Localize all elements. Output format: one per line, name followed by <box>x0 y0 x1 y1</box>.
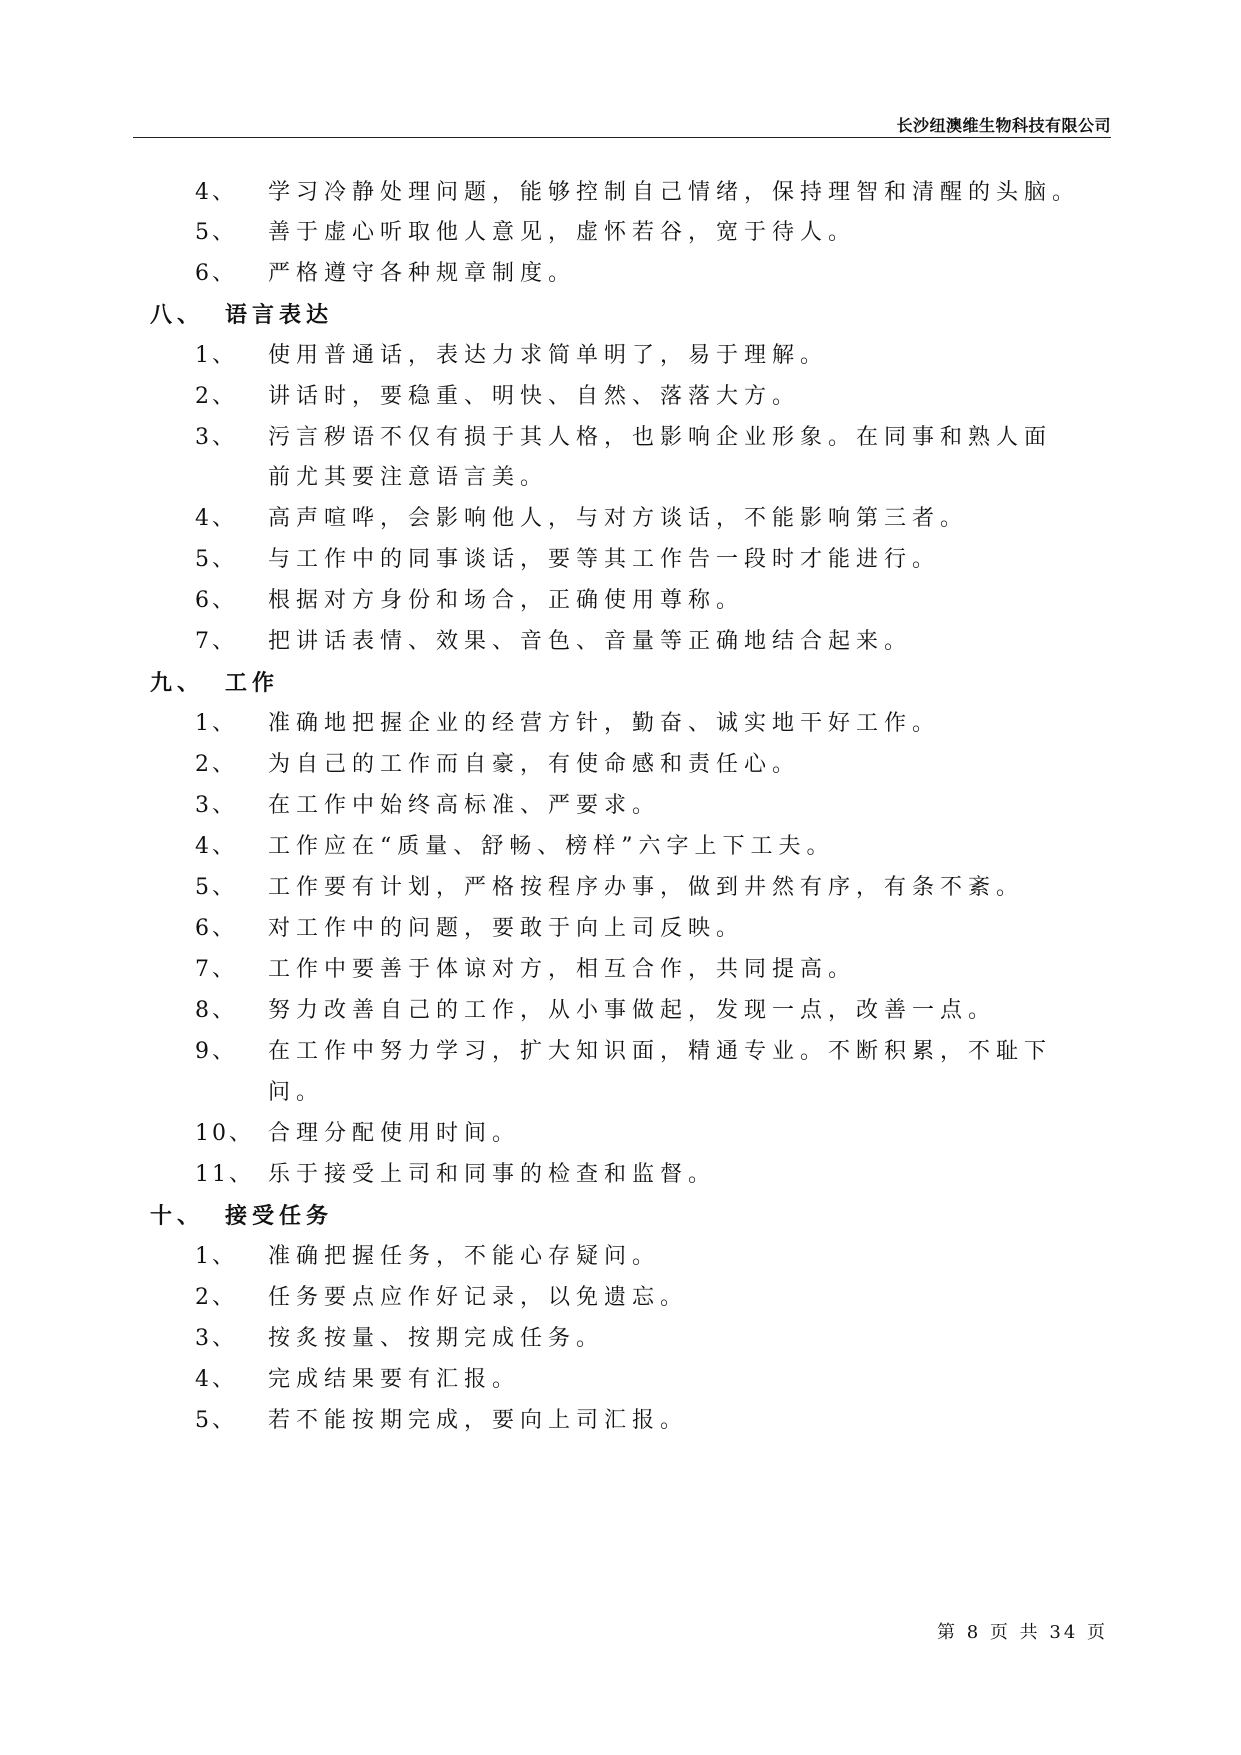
item-text-continuation: 前尤其要注意语言美。 <box>268 465 549 490</box>
item-text: 若不能按期完成，要向上司汇报。 <box>268 1408 689 1433</box>
list-item <box>0 254 1241 294</box>
item-number: 6、 <box>195 588 237 613</box>
list-item <box>0 868 1241 908</box>
list-item <box>0 1360 1241 1400</box>
list-item <box>0 1237 1241 1277</box>
page-number: 第 8 页 共 34 页 <box>937 1622 1108 1643</box>
section-number: 八、 <box>150 302 205 328</box>
list-item <box>0 909 1241 949</box>
item-number: 2、 <box>195 384 237 409</box>
item-number: 6、 <box>195 916 237 941</box>
list-item <box>0 786 1241 826</box>
item-text: 准确把握任务，不能心存疑问。 <box>268 1244 661 1269</box>
item-number: 4、 <box>195 1367 237 1392</box>
item-text: 合理分配使用时间。 <box>268 1121 521 1146</box>
section-title: 工作 <box>225 670 280 696</box>
list-item <box>0 745 1241 785</box>
section-title: 语言表达 <box>225 302 334 328</box>
list-item <box>0 213 1241 253</box>
item-text: 按炙按量、按期完成任务。 <box>268 1326 605 1351</box>
list-item <box>0 540 1241 580</box>
item-text: 准确地把握企业的经营方针，勤奋、诚实地干好工作。 <box>268 711 941 736</box>
company-name: 长沙纽澳维生物科技有限公司 <box>896 116 1111 135</box>
list-item <box>0 827 1241 867</box>
list-item <box>0 581 1241 621</box>
item-number: 10、 <box>195 1121 254 1146</box>
item-text: 使用普通话，表达力求简单明了，易于理解。 <box>268 343 829 368</box>
item-text: 工作要有计划，严格按程序办事，做到井然有序，有条不紊。 <box>268 875 1025 900</box>
list-item <box>0 418 1241 458</box>
list-item <box>0 950 1241 990</box>
item-text: 任务要点应作好记录，以免遗忘。 <box>268 1285 689 1310</box>
item-number: 6、 <box>195 261 237 286</box>
item-number: 9、 <box>195 1039 237 1064</box>
item-number: 8、 <box>195 998 237 1023</box>
item-text: 努力改善自己的工作，从小事做起，发现一点，改善一点。 <box>268 998 997 1023</box>
list-item <box>0 1401 1241 1441</box>
list-item <box>0 622 1241 662</box>
item-number: 4、 <box>195 180 237 205</box>
item-text: 根据对方身份和场合，正确使用尊称。 <box>268 588 745 613</box>
item-text: 在工作中努力学习，扩大知识面，精通专业。不断积累，不耻下 <box>268 1039 1053 1064</box>
item-number: 4、 <box>195 506 237 531</box>
item-text: 乐于接受上司和同事的检查和监督。 <box>268 1162 717 1187</box>
list-item-continuation <box>0 1073 1241 1113</box>
item-text: 工作应在“质量、舒畅、榜样”六字上下工夫。 <box>268 834 835 859</box>
item-text: 在工作中始终高标准、严要求。 <box>268 793 661 818</box>
item-number: 1、 <box>195 711 237 736</box>
list-item-continuation <box>0 458 1241 498</box>
header-divider <box>133 137 1111 138</box>
list-item <box>0 1155 1241 1195</box>
item-text: 对工作中的问题，要敢于向上司反映。 <box>268 916 745 941</box>
item-number: 1、 <box>195 343 237 368</box>
section-number: 十、 <box>150 1203 205 1229</box>
item-number: 2、 <box>195 1285 237 1310</box>
section-heading <box>0 663 1241 703</box>
item-text: 把讲话表情、效果、音色、音量等正确地结合起来。 <box>268 629 913 654</box>
item-text-continuation: 问。 <box>268 1080 325 1105</box>
item-number: 2、 <box>195 752 237 777</box>
item-number: 11、 <box>195 1162 254 1187</box>
item-number: 7、 <box>195 957 237 982</box>
item-text: 严格遵守各种规章制度。 <box>268 261 577 286</box>
list-item <box>0 1319 1241 1359</box>
item-number: 5、 <box>195 547 237 572</box>
item-number: 1、 <box>195 1244 237 1269</box>
item-number: 5、 <box>195 220 237 245</box>
list-item <box>0 173 1241 213</box>
item-number: 5、 <box>195 875 237 900</box>
item-text: 工作中要善于体谅对方，相互合作，共同提高。 <box>268 957 857 982</box>
section-number: 九、 <box>150 670 205 696</box>
item-number: 4、 <box>195 834 237 859</box>
item-text: 为自己的工作而自豪，有使命感和责任心。 <box>268 752 801 777</box>
item-number: 3、 <box>195 793 237 818</box>
item-text: 高声喧哗，会影响他人，与对方谈话，不能影响第三者。 <box>268 506 969 531</box>
item-text: 善于虚心听取他人意见，虚怀若谷，宽于待人。 <box>268 220 857 245</box>
list-item <box>0 1032 1241 1072</box>
item-text: 学习冷静处理问题，能够控制自己情绪，保持理智和清醒的头脑。 <box>268 180 1081 205</box>
list-item <box>0 704 1241 744</box>
item-number: 3、 <box>195 1326 237 1351</box>
section-heading <box>0 295 1241 335</box>
item-number: 7、 <box>195 629 237 654</box>
list-item <box>0 377 1241 417</box>
item-text: 讲话时，要稳重、明快、自然、落落大方。 <box>268 384 801 409</box>
item-number: 5、 <box>195 1408 237 1433</box>
list-item <box>0 991 1241 1031</box>
item-number: 3、 <box>195 425 237 450</box>
list-item <box>0 499 1241 539</box>
item-text: 与工作中的同事谈话，要等其工作告一段时才能进行。 <box>268 547 941 572</box>
item-text: 污言秽语不仅有损于其人格，也影响企业形象。在同事和熟人面 <box>268 425 1053 450</box>
section-heading <box>0 1196 1241 1236</box>
list-item <box>0 1114 1241 1154</box>
list-item <box>0 1278 1241 1318</box>
list-item <box>0 336 1241 376</box>
section-title: 接受任务 <box>225 1203 334 1229</box>
item-text: 完成结果要有汇报。 <box>268 1367 521 1392</box>
